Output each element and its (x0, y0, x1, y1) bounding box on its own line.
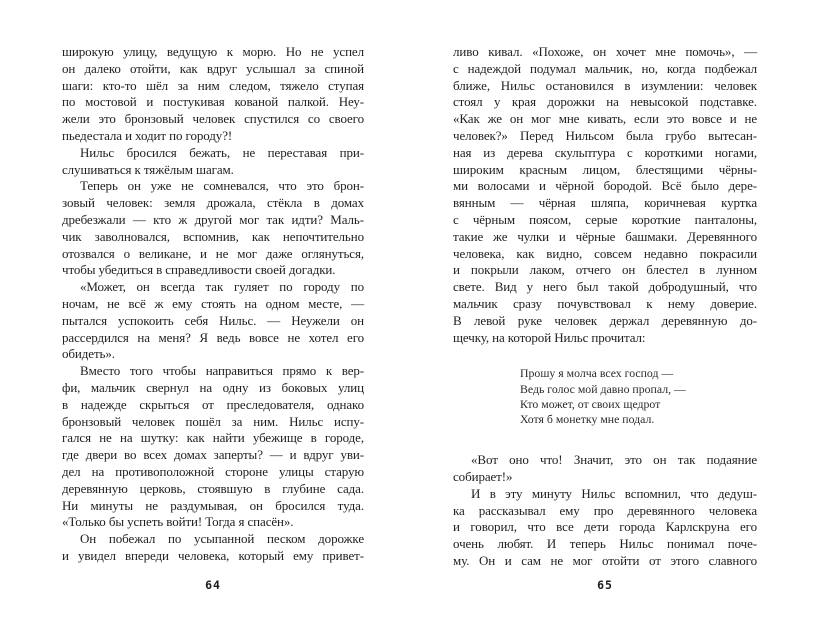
text-line: и говорил, что все дети города Карлскруна его (453, 519, 757, 535)
text-line: свете. Вид у него был такой добродушный, что (453, 279, 757, 295)
page-right-text (453, 44, 757, 570)
verse-line: Хотя б монетку мне подал. (520, 411, 655, 426)
text-line: пытался успокоить себя Нильс. — Неужели он (62, 312, 364, 328)
text-line: му. Он и сам не мог отойти от этого славного (453, 552, 757, 568)
text-line: чик заволновался, вспомнив, как непочтительно (62, 228, 364, 244)
text-line: бронзовый человек пошёл за ним. Нильс испу- (62, 413, 364, 429)
verse-block (520, 366, 757, 427)
text-line: по мостовой и постукивая кованой палкой. Неу- (62, 94, 364, 110)
text-line: ная из дерева скульптура с короткими ногами, (453, 144, 757, 160)
text-line: ливо кивал. «Похоже, он хочет мне помочь», — (453, 44, 757, 59)
text-line: где двери во всех домах заперты? — и вдруг уви- (62, 447, 364, 463)
text-line: человек?» Перед Нильсом была грубо вытесан- (453, 127, 757, 143)
text-line: В левой руке человек держал деревянную до- (453, 312, 757, 328)
text-line: ми волосами и чёрной бородой. Всё было дере- (453, 178, 757, 194)
text-line: «Может, он всегда так гуляет по городу по (80, 279, 364, 295)
text-line: Ни минуты не раздумывая, он бросился туда. (62, 497, 364, 513)
text-line: такие же чулки и чёрные башмаки. Деревянного (453, 228, 757, 244)
text-line: слушиваться к тяжёлым шагам. (62, 161, 234, 177)
text-line: в надежде скрыться от преследователя, однако (62, 396, 364, 412)
text-line: жели это бронзовый человек спустился со своего (62, 111, 364, 127)
text-line: «Вот оно что! Значит, это он так подаяние (471, 452, 757, 468)
text-line: и покрыли лаком, отчего он блестел в лунном (453, 262, 757, 278)
text-line: щечку, на которой Нильс прочитал: (453, 329, 646, 345)
text-line: зовый человек: земля дрожала, стёкла в домах (62, 195, 364, 211)
text-line: чтобы убедиться в справедливости своей догадки. (62, 262, 336, 278)
text-line: с надеждой подумал мальчик, но, когда подбежал (453, 60, 757, 76)
text-line: он далеко отойти, как вдруг услышал за спиной (62, 60, 364, 76)
text-line: пьедестала и ходит по городу?! (62, 127, 233, 143)
text-line: обидеть». (62, 346, 115, 362)
text-line: Теперь он уже не сомневался, что это брон- (80, 178, 364, 194)
text-line: Вместо того чтобы направиться прямо к вер- (80, 363, 364, 379)
text-line: широким красным лицом, блестящими чёрны- (453, 161, 757, 177)
text-line: дребезжали — кто ж другой мог так идти? Маль- (62, 211, 364, 227)
text-line: рассердился на меня? Я ведь вовсе не хотел его (62, 329, 364, 345)
text-line: стоял у края дорожки на невысокой подставке. (453, 94, 757, 110)
text-line: отозвался о великане, и не мог даже оглянуться, (62, 245, 364, 261)
text-line: Он побежал по усыпанной песком дорожке (80, 531, 364, 547)
text-line: широкую улицу, ведущую к морю. Но не успел (62, 44, 364, 59)
text-line: собирает!» (453, 468, 513, 484)
text-line: ближе, Нильс остановился в изумлении: человек (453, 77, 757, 93)
text-line: Нильс бросился бежать, не переставая при- (80, 144, 364, 160)
text-line: «Только бы успеть войти! Тогда я спасён». (62, 514, 294, 530)
verse-line: Ведь голос мой давно пропал, — (520, 381, 686, 396)
text-line: «Как же он мог мне кивать, если это вовсе и не (453, 111, 757, 127)
text-line: гался не на шутку: как найти убежище в городе, (62, 430, 364, 446)
text-line: И в эту минуту Нильс вспомнил, что дедуш- (471, 485, 757, 501)
text-line: фи, мальчик свернул на одну из боковых улиц (62, 379, 364, 395)
text-line: и увидел впереди человека, который ему привет- (62, 547, 364, 563)
verse-line: Прошу я молча всех господ — (520, 366, 674, 381)
page-left-number: 64 (205, 578, 221, 592)
text-line: дел на противоположной стороне улицы старую (62, 463, 364, 479)
text-line: ка рассказывал ему про деревянного человека (453, 502, 757, 518)
text-line: деревянную церковь, стоявшую в глубине сада. (62, 480, 364, 496)
verse-line: Кто может, от своих щедрот (520, 396, 661, 411)
text-line: шаги: кто-то шёл за ним следом, тяжело ступая (62, 77, 364, 93)
page-right-number: 65 (597, 578, 613, 592)
text-line: с чёрным поясом, серые короткие панталоны, (453, 211, 757, 227)
text-line: вянным — чёрная шляпа, коричневая куртка (453, 195, 757, 211)
page-left-text (62, 44, 364, 565)
text-line: мальчик сразу почувствовал к нему доверие. (453, 295, 757, 311)
text-line: ночам, не всё ж ему стоять на одном месте, — (62, 295, 364, 311)
text-line: очень любят. И теперь Нильс понимал поче- (453, 536, 757, 552)
text-line: человека, как видно, совсем недавно покрасили (453, 245, 757, 261)
